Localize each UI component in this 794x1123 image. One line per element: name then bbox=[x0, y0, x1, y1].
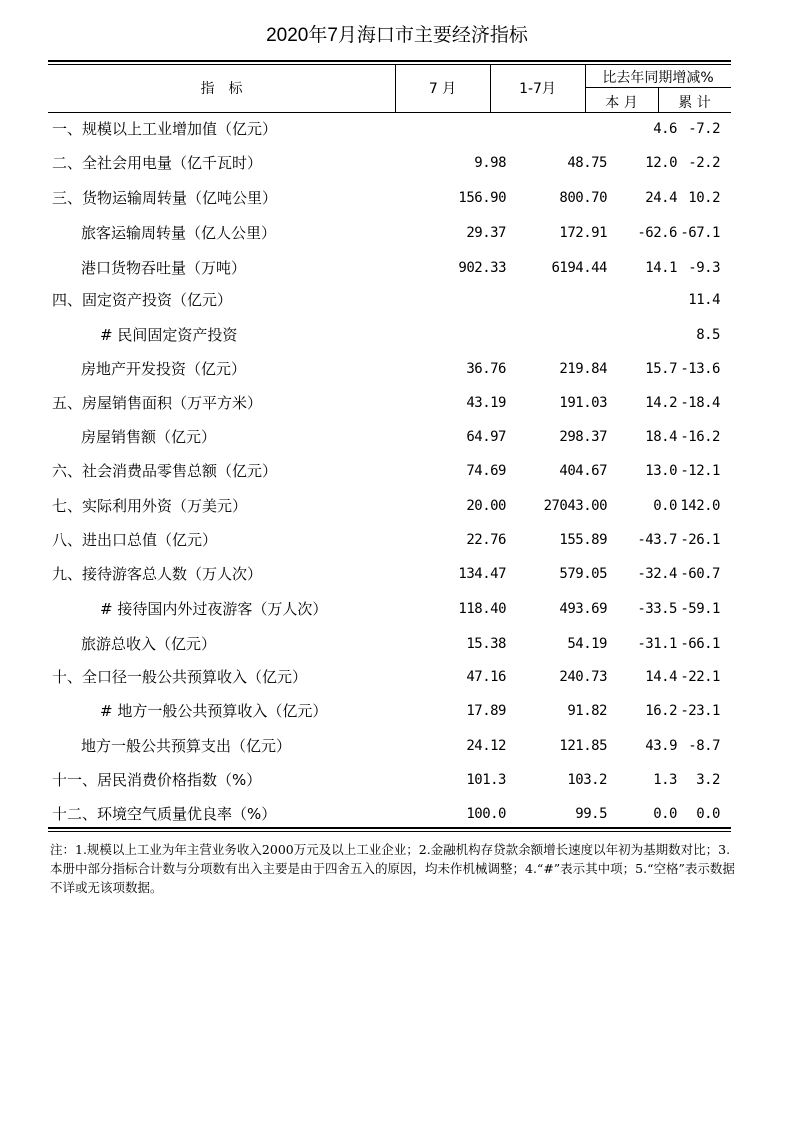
row-label: 旅游总收入（亿元） bbox=[81, 635, 217, 653]
cell-ytd: 48.75 bbox=[567, 155, 607, 171]
cell-month: 64.97 bbox=[466, 429, 506, 445]
row-label: 房地产开发投资（亿元） bbox=[81, 360, 247, 378]
table-row bbox=[48, 627, 731, 661]
cell-change-month: -62.6 bbox=[637, 225, 677, 241]
cell-ytd: 172.91 bbox=[559, 225, 607, 241]
table-row bbox=[48, 216, 731, 250]
cell-change-ytd: -23.1 bbox=[680, 703, 720, 719]
cell-month: 22.76 bbox=[466, 532, 506, 548]
bottom-rule-thin bbox=[48, 831, 731, 832]
cell-change-ytd: -60.7 bbox=[680, 566, 720, 582]
cell-change-month: 14.2 bbox=[645, 395, 677, 411]
table-row bbox=[48, 763, 731, 797]
table-row bbox=[48, 454, 731, 488]
cell-month: 43.19 bbox=[466, 395, 506, 411]
cell-change-ytd: -2.2 bbox=[688, 155, 720, 171]
row-label: 港口货物吞吐量（万吨） bbox=[81, 259, 247, 277]
cell-ytd: 800.70 bbox=[559, 190, 607, 206]
row-label: # 地方一般公共预算收入（亿元） bbox=[100, 702, 328, 720]
row-label: 十二、环境空气质量优良率（%） bbox=[52, 805, 277, 823]
cell-change-ytd: 142.0 bbox=[680, 498, 720, 514]
cell-month: 100.0 bbox=[466, 806, 506, 822]
cell-change-month: 14.1 bbox=[645, 260, 677, 276]
cell-change-month: 12.0 bbox=[645, 155, 677, 171]
table-row bbox=[48, 797, 731, 831]
cell-ytd: 404.67 bbox=[559, 463, 607, 479]
row-label: 一、规模以上工业增加值（亿元） bbox=[52, 120, 278, 138]
cell-change-ytd: -7.2 bbox=[688, 121, 720, 137]
cell-change-ytd: -22.1 bbox=[680, 669, 720, 685]
bottom-rule-thick bbox=[48, 827, 731, 829]
cell-change-ytd: -9.3 bbox=[688, 260, 720, 276]
table-row bbox=[48, 557, 731, 591]
row-label: 三、货物运输周转量（亿吨公里） bbox=[52, 189, 278, 207]
cell-month: 47.16 bbox=[466, 669, 506, 685]
cell-ytd: 99.5 bbox=[575, 806, 607, 822]
cell-month: 118.40 bbox=[458, 601, 506, 617]
cell-change-ytd: -67.1 bbox=[680, 225, 720, 241]
cell-change-ytd: -8.7 bbox=[688, 738, 720, 754]
table-row bbox=[48, 318, 731, 352]
cell-month: 134.47 bbox=[458, 566, 506, 582]
cell-month: 902.33 bbox=[458, 260, 506, 276]
cell-change-ytd: -26.1 bbox=[680, 532, 720, 548]
table-row bbox=[48, 251, 731, 285]
footnote: 注：1.规模以上工业为年主营业务收入2000万元及以上工业企业；2.金融机构存贷款余额增长速度以年初为基期数对比；3.本册中部分指标合计数与分项数有出入主要是由于四舍五入的原因，均未作机械调整；4.“#”表示其中项；5.“空格”表示数据不详或无该项数据。 bbox=[50, 842, 735, 895]
table-row bbox=[48, 386, 731, 420]
cell-ytd: 91.82 bbox=[567, 703, 607, 719]
row-label: 十、全口径一般公共预算收入（亿元） bbox=[52, 668, 308, 686]
cell-ytd: 121.85 bbox=[559, 738, 607, 754]
cell-change-month: -32.4 bbox=[637, 566, 677, 582]
cell-month: 20.00 bbox=[466, 498, 506, 514]
cell-ytd: 27043.00 bbox=[543, 498, 607, 514]
table-row bbox=[48, 181, 731, 215]
row-label: 地方一般公共预算支出（亿元） bbox=[81, 737, 292, 755]
cell-change-ytd: -59.1 bbox=[680, 601, 720, 617]
cell-change-ytd: -13.6 bbox=[680, 361, 720, 377]
cell-month: 15.38 bbox=[466, 636, 506, 652]
cell-change-month: 16.2 bbox=[645, 703, 677, 719]
row-label: 旅客运输周转量（亿人公里） bbox=[81, 224, 277, 242]
table-row bbox=[48, 489, 731, 523]
cell-change-month: -31.1 bbox=[637, 636, 677, 652]
cell-change-month: 43.9 bbox=[645, 738, 677, 754]
row-label: 七、实际利用外资（万美元） bbox=[52, 497, 248, 515]
table-row bbox=[48, 112, 731, 146]
header-month: 7 月 bbox=[428, 81, 457, 97]
cell-ytd: 493.69 bbox=[559, 601, 607, 617]
cell-change-month: 14.4 bbox=[645, 669, 677, 685]
cell-ytd: 103.2 bbox=[567, 772, 607, 788]
header-indicator: 指 标 bbox=[200, 81, 243, 97]
row-label: 二、全社会用电量（亿千瓦时） bbox=[52, 154, 263, 172]
cell-change-month: 0.0 bbox=[653, 806, 677, 822]
header-ytd: 1-7月 bbox=[519, 81, 556, 97]
table-row bbox=[48, 694, 731, 728]
table-row bbox=[48, 420, 731, 454]
cell-ytd: 240.73 bbox=[559, 669, 607, 685]
table-row bbox=[48, 146, 731, 180]
cell-change-month: 15.7 bbox=[645, 361, 677, 377]
cell-change-month: 0.0 bbox=[653, 498, 677, 514]
cell-change-month: 1.3 bbox=[653, 772, 677, 788]
header-change-ytd: 累 计 bbox=[678, 95, 711, 111]
cell-month: 74.69 bbox=[466, 463, 506, 479]
cell-change-ytd: -16.2 bbox=[680, 429, 720, 445]
row-label: 八、进出口总值（亿元） bbox=[52, 531, 218, 549]
row-label: 六、社会消费品零售总额（亿元） bbox=[52, 462, 278, 480]
cell-change-ytd: 10.2 bbox=[688, 190, 720, 206]
row-label: 十一、居民消费价格指数（%） bbox=[52, 771, 262, 789]
cell-month: 17.89 bbox=[466, 703, 506, 719]
cell-month: 9.98 bbox=[474, 155, 506, 171]
cell-change-ytd: 0.0 bbox=[696, 806, 720, 822]
row-label: # 民间固定资产投资 bbox=[100, 326, 238, 344]
cell-change-month: -43.7 bbox=[637, 532, 677, 548]
table-row bbox=[48, 523, 731, 557]
cell-month: 101.3 bbox=[466, 772, 506, 788]
cell-month: 29.37 bbox=[466, 225, 506, 241]
cell-ytd: 54.19 bbox=[567, 636, 607, 652]
row-label: 九、接待游客总人数（万人次） bbox=[52, 565, 263, 583]
row-label: 四、固定资产投资（亿元） bbox=[52, 291, 233, 309]
cell-change-ytd: -66.1 bbox=[680, 636, 720, 652]
row-label: 五、房屋销售面积（万平方米） bbox=[52, 394, 263, 412]
page-title: 2020年7月海口市主要经济指标 bbox=[266, 25, 528, 46]
cell-month: 156.90 bbox=[458, 190, 506, 206]
header-change-month: 本 月 bbox=[605, 95, 638, 111]
cell-change-ytd: 8.5 bbox=[696, 327, 720, 343]
cell-change-ytd: 11.4 bbox=[688, 292, 720, 308]
row-label: 房屋销售额（亿元） bbox=[81, 428, 217, 446]
cell-change-month: 24.4 bbox=[645, 190, 677, 206]
cell-ytd: 155.89 bbox=[559, 532, 607, 548]
table-row bbox=[48, 283, 731, 317]
cell-change-month: 4.6 bbox=[653, 121, 677, 137]
cell-change-ytd: -18.4 bbox=[680, 395, 720, 411]
cell-change-ytd: 3.2 bbox=[696, 772, 720, 788]
table-row bbox=[48, 352, 731, 386]
table-row bbox=[48, 592, 731, 626]
cell-ytd: 219.84 bbox=[559, 361, 607, 377]
cell-month: 36.76 bbox=[466, 361, 506, 377]
top-rule-thin bbox=[48, 64, 731, 65]
cell-ytd: 298.37 bbox=[559, 429, 607, 445]
table-row bbox=[48, 729, 731, 763]
cell-change-ytd: -12.1 bbox=[680, 463, 720, 479]
header-change-group: 比去年同期增减% bbox=[602, 70, 714, 86]
row-label: # 接待国内外过夜游客（万人次） bbox=[100, 600, 328, 618]
cell-change-month: 13.0 bbox=[645, 463, 677, 479]
table-row bbox=[48, 660, 731, 694]
cell-ytd: 191.03 bbox=[559, 395, 607, 411]
cell-ytd: 6194.44 bbox=[551, 260, 607, 276]
cell-ytd: 579.05 bbox=[559, 566, 607, 582]
top-rule-thick bbox=[48, 60, 731, 62]
cell-month: 24.12 bbox=[466, 738, 506, 754]
cell-change-month: 18.4 bbox=[645, 429, 677, 445]
cell-change-month: -33.5 bbox=[637, 601, 677, 617]
